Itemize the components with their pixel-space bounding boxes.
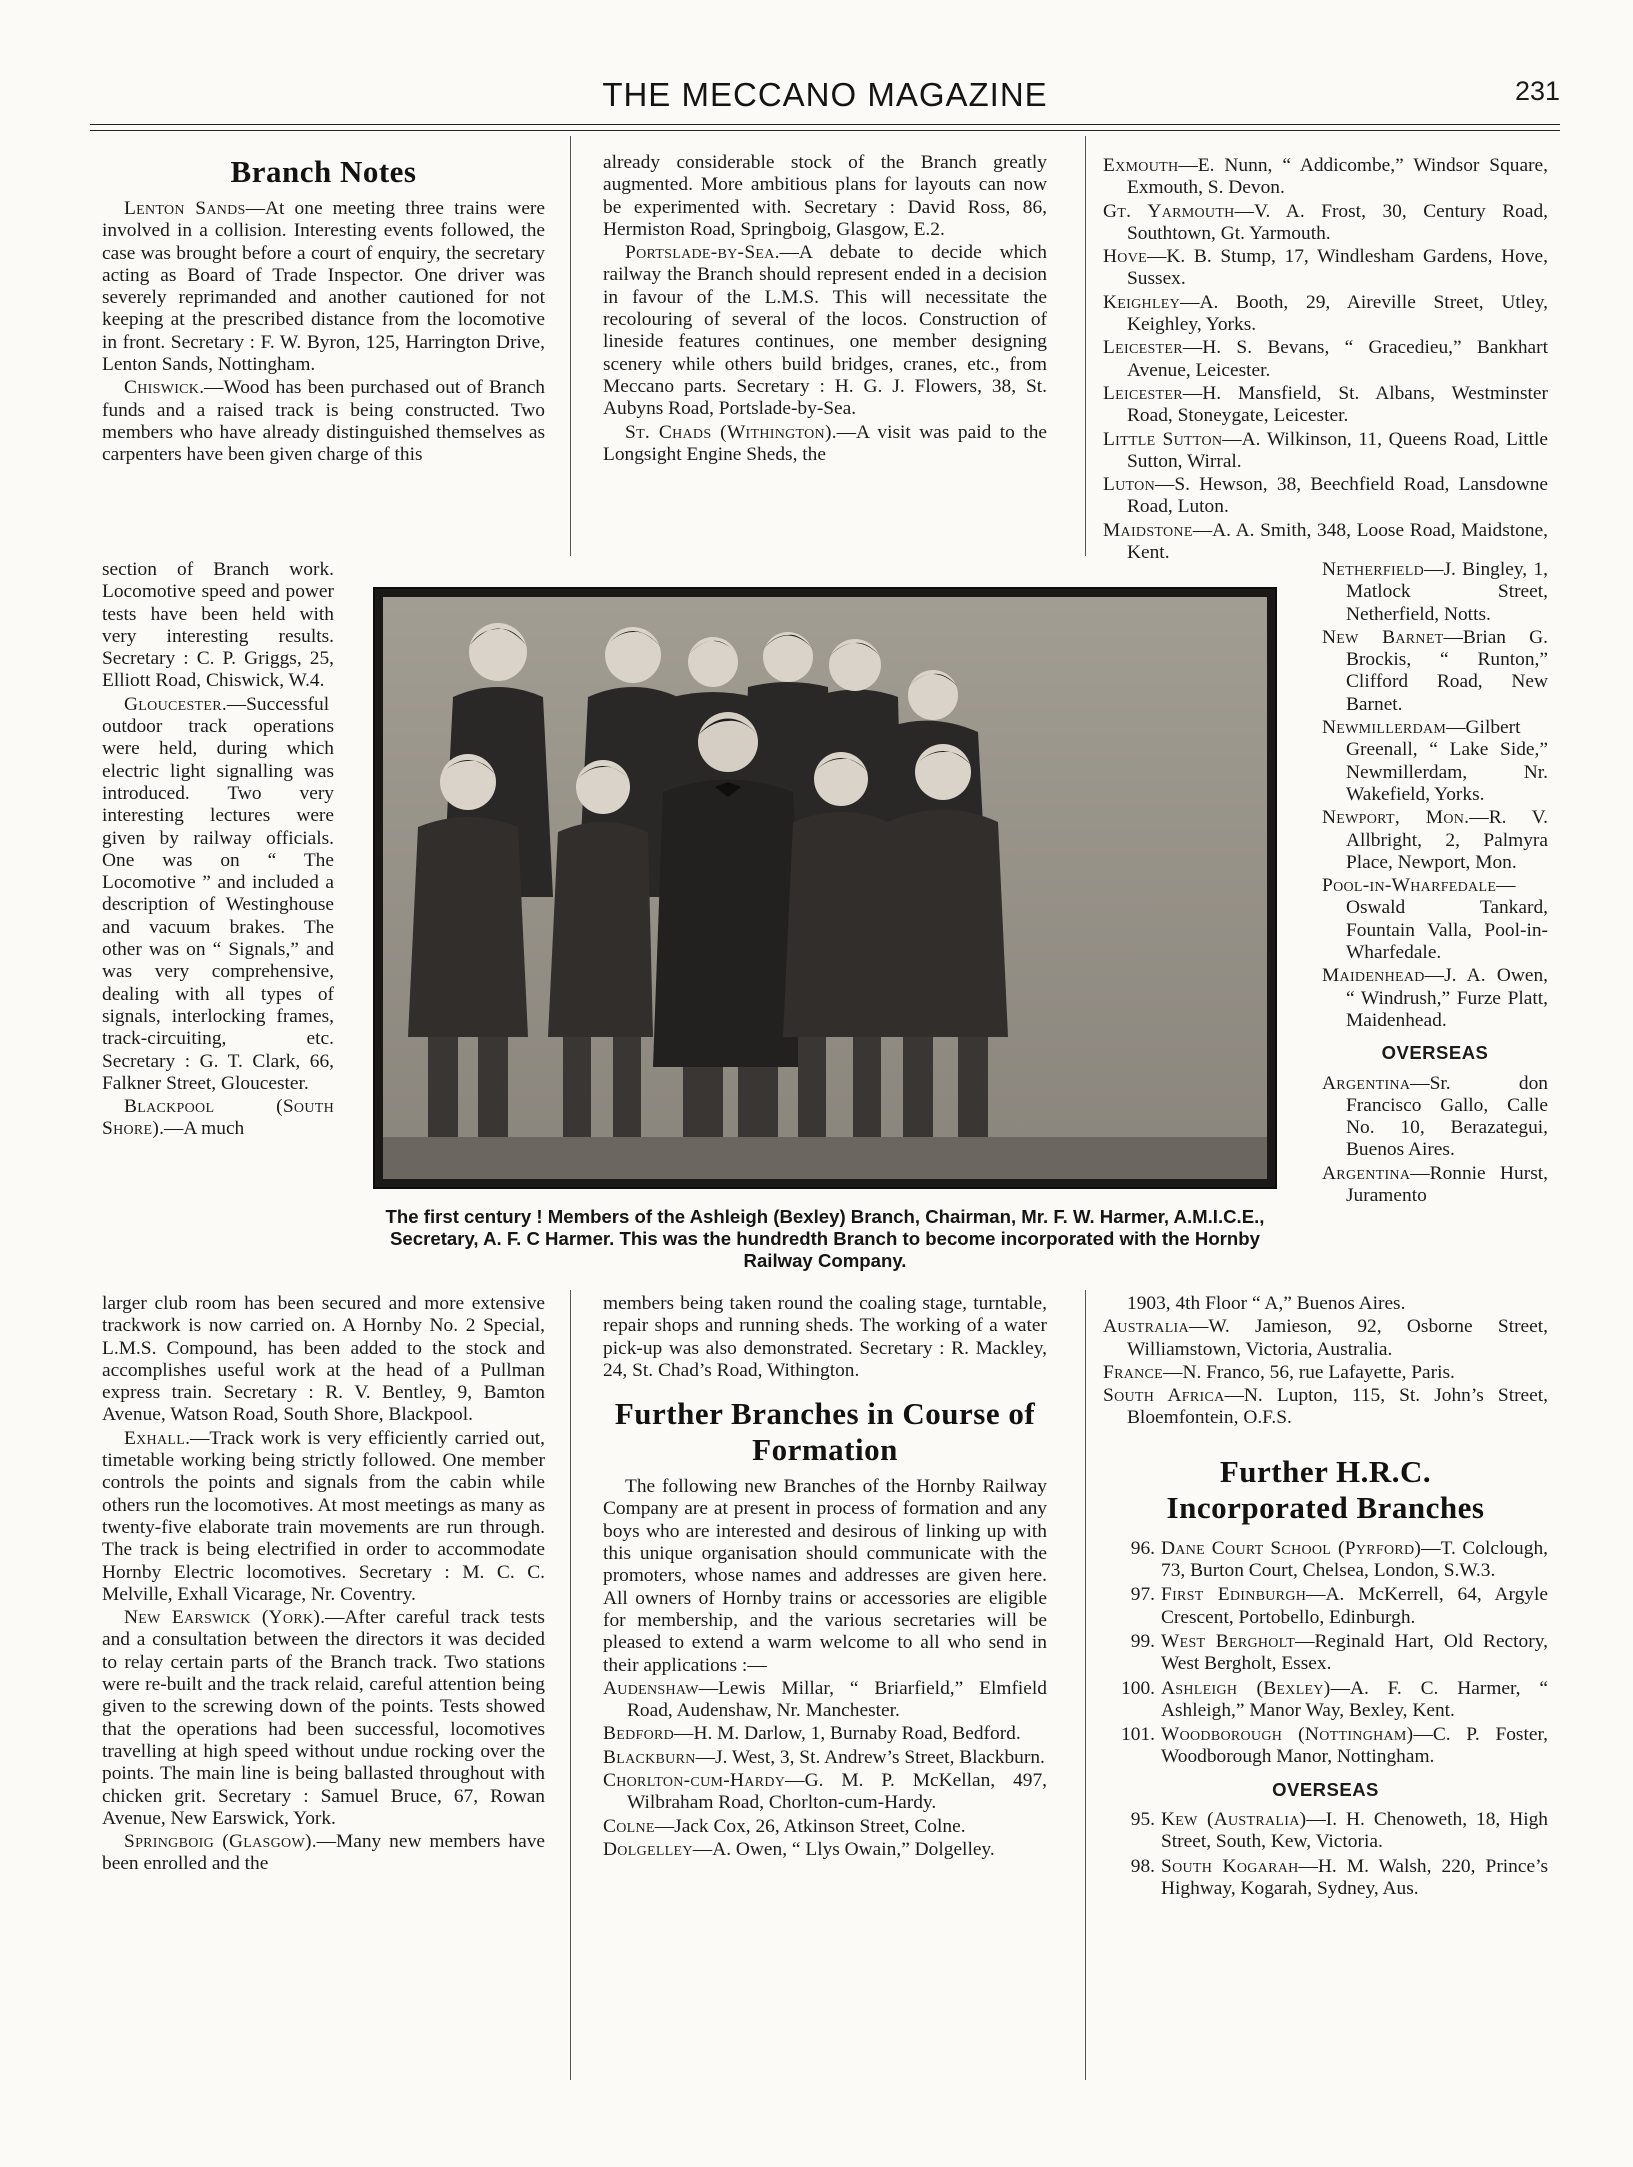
header-rule-top bbox=[90, 124, 1560, 125]
place-name: West Bergholt bbox=[1161, 1630, 1296, 1652]
hrc-overseas-heading: OVERSEAS bbox=[1272, 1778, 1379, 1800]
entry-text: —N. Franco, 56, rue Lafayette, Paris. bbox=[1163, 1361, 1455, 1383]
entry-text: —I. H. Chenoweth, 18, High Street, South, Kew, Victoria. bbox=[1161, 1809, 1549, 1853]
entry-text: —Gilbert Greenall, “ Lake Side,” Newmillerdam, Nr. Wakefield, Yorks. bbox=[1346, 717, 1548, 805]
place-name: Blackpool (South Shore) bbox=[102, 1096, 334, 1140]
hrc-number: 95. bbox=[1130, 1809, 1155, 1831]
place-name: Pool-in-Wharfedale bbox=[1322, 875, 1497, 897]
overseas-list bbox=[1322, 1073, 1548, 1208]
column-1-narrow bbox=[102, 559, 334, 1142]
formation-entry bbox=[1103, 520, 1548, 565]
formation-entry bbox=[1322, 559, 1548, 626]
formation-heading: Further Branches in Course of Formation bbox=[614, 1396, 1036, 1468]
column-1-bottom bbox=[102, 1293, 545, 1877]
place-name: Exmouth bbox=[1103, 155, 1179, 176]
formation-entry bbox=[603, 1723, 1047, 1745]
place-name: Portslade-by-Sea bbox=[625, 242, 775, 264]
place-name: Maidenhead bbox=[1322, 965, 1425, 987]
masthead bbox=[90, 76, 1560, 120]
entry-text: —H. M. Darlow, 1, Burnaby Road, Bedford. bbox=[674, 1723, 1021, 1745]
column-2-bottom bbox=[603, 1293, 1047, 1862]
entry-text: —Brian G. Brockis, “ Runton,” Clifford Road, New Barnet. bbox=[1346, 626, 1549, 715]
entry-text: —E. Nunn, “ Addicombe,” Windsor Square, Exmouth, S. Devon. bbox=[1127, 155, 1548, 199]
formation-entry bbox=[1322, 875, 1548, 964]
place-name: Ashleigh (Bexley) bbox=[1161, 1677, 1331, 1699]
formation-entry bbox=[603, 1839, 1047, 1861]
hrc-number: 101. bbox=[1121, 1724, 1155, 1746]
entry-text: —A. A. Smith, 348, Loose Road, Maidstone, Kent. bbox=[1127, 519, 1548, 564]
entry-text: —A. Owen, “ Llys Owain,” Dolgelley. bbox=[692, 1838, 995, 1860]
column-divider bbox=[570, 136, 571, 556]
hrc-heading-line2: Incorporated Branches bbox=[1166, 1489, 1485, 1525]
branch-note-paragraph bbox=[603, 242, 1047, 420]
place-name: Newport, Mon. bbox=[1322, 807, 1470, 829]
column-divider bbox=[1085, 136, 1086, 556]
hrc-overseas-list bbox=[1103, 1809, 1548, 1900]
overseas-entry bbox=[1103, 1293, 1548, 1315]
overseas-entry bbox=[1103, 1362, 1548, 1384]
formation-entry bbox=[603, 1747, 1047, 1769]
entry-text: already considerable stock of the Branch greatly augmented. More ambitious plans for layouts can now be experimented with. Secretary : David Ross, 86, Hermiston Road, Springboig, Glasgow, E.2. bbox=[603, 152, 1047, 240]
formation-entry bbox=[1322, 717, 1548, 806]
place-name: Maidstone bbox=[1103, 519, 1193, 541]
hrc-number: 99. bbox=[1130, 1630, 1155, 1652]
entry-text: —Jack Cox, 26, Atkinson Street, Colne. bbox=[654, 1815, 966, 1837]
entry-text: —Oswald Tankard, Fountain Valla, Pool-in-Wharfedale. bbox=[1346, 875, 1548, 964]
overseas-entry bbox=[1103, 1316, 1548, 1361]
entry-text: —J. Bingley, 1, Matlock Street, Netherfield, Notts. bbox=[1346, 559, 1548, 625]
entry-text: —V. A. Frost, 30, Century Road, Southtown, Gt. Yarmouth. bbox=[1127, 200, 1548, 244]
entry-text: .—A much bbox=[159, 1118, 245, 1140]
place-name: Argentina bbox=[1322, 1162, 1411, 1184]
place-name: Lenton Sands bbox=[124, 198, 246, 219]
branch-note-paragraph bbox=[102, 198, 545, 376]
formation-entry bbox=[1103, 474, 1548, 519]
group-photo-image bbox=[383, 597, 1267, 1179]
header-rule-bottom bbox=[90, 130, 1560, 131]
place-name: Kew (Australia) bbox=[1161, 1809, 1307, 1831]
column-divider bbox=[570, 1290, 571, 2080]
branch-note-paragraph bbox=[102, 1428, 545, 1606]
branch-note-paragraph bbox=[603, 152, 1047, 241]
branch-notes-list bbox=[102, 198, 545, 467]
branch-note-paragraph bbox=[102, 1293, 545, 1427]
place-name: Keighley bbox=[1103, 291, 1181, 313]
overseas-entry bbox=[1322, 1163, 1548, 1208]
place-name: Hove bbox=[1103, 246, 1147, 268]
entry-text: section of Branch work. Locomotive speed and power tests have been held with very interesting results. Secretary : C. P. Griggs, 25, Elliott Road, Chiswick, W.4. bbox=[102, 559, 334, 692]
branch-note-paragraph bbox=[102, 377, 545, 466]
entry-text: —Reginald Hart, Old Rectory, West Bergholt, Essex. bbox=[1161, 1630, 1548, 1675]
entry-text: —A. Booth, 29, Aireville Street, Utley, Keighley, Yorks. bbox=[1127, 291, 1548, 336]
entry-text: —S. Hewson, 38, Beechfield Road, Lansdowne Road, Luton. bbox=[1127, 474, 1548, 518]
column-1-top bbox=[102, 150, 545, 468]
hrc-list bbox=[1103, 1538, 1548, 1769]
place-name: Blackburn bbox=[603, 1746, 696, 1768]
place-name: Chorlton-cum-Hardy bbox=[603, 1770, 786, 1792]
hrc-entry bbox=[1103, 1631, 1548, 1676]
entry-text: —K. B. Stump, 17, Windlesham Gardens, Hove, Sussex. bbox=[1127, 246, 1548, 290]
formation-entry bbox=[603, 1678, 1047, 1723]
formation-entry bbox=[1103, 201, 1548, 246]
branch-note-paragraph bbox=[102, 1607, 545, 1830]
formation-entry bbox=[603, 1816, 1047, 1838]
place-name: New Barnet bbox=[1322, 626, 1444, 648]
place-name: Audenshaw bbox=[603, 1677, 699, 1699]
overseas-entry bbox=[1103, 1385, 1548, 1430]
place-name: Argentina bbox=[1322, 1072, 1411, 1094]
branch-notes-list bbox=[102, 1293, 545, 1876]
place-name: South Africa bbox=[1103, 1385, 1225, 1407]
branch-note-paragraph bbox=[102, 1831, 545, 1876]
hrc-entry bbox=[1103, 1584, 1548, 1629]
hrc-entry bbox=[1103, 1724, 1548, 1769]
overseas-entry bbox=[1322, 1073, 1548, 1162]
formation-entry bbox=[1103, 155, 1548, 200]
branch-note-paragraph bbox=[102, 694, 334, 1095]
place-name: Colne bbox=[603, 1815, 655, 1837]
entry-text: .—A debate to decide which railway the Branch should represent ended in a decision in favour of the L.M.S. This will necessitate the recolouring of several of the locos. Construction of lineside features continues, one member designing scenery while others build bridges, cranes, etc., from Meccano parts. Secretary : H. G. J. Flowers, 38, St. Aubyns Road, Portslade-by-Sea. bbox=[603, 242, 1047, 420]
entry-text: —G. M. P. McKellan, 497, Wilbraham Road, Chorlton-cum-Hardy. bbox=[627, 1770, 1047, 1814]
branch-note-paragraph: members being taken round the coaling stage, turntable, repair shops and running sheds. The working of a water pick-up was also demonstrated. Secretary : R. Mackley, 24, St. Chad’s Road, Withington. bbox=[603, 1293, 1047, 1381]
entry-text: —N. Lupton, 115, St. John’s Street, Bloemfontein, O.F.S. bbox=[1127, 1385, 1548, 1429]
hrc-number: 98. bbox=[1130, 1855, 1155, 1877]
place-name: First Edinburgh bbox=[1161, 1584, 1307, 1606]
branch-note-paragraph bbox=[603, 422, 1047, 467]
formation-entry bbox=[603, 1770, 1047, 1815]
entry-text: .—Wood has been purchased out of Branch funds and a raised track is being constructed. Two members who have already distinguished themselves as carpenters have been given charge of this bbox=[102, 377, 545, 466]
entry-text: —Lewis Millar, “ Briarfield,” Elmfield Road, Audenshaw, Nr. Manchester. bbox=[627, 1677, 1047, 1722]
place-name: New Earswick (York) bbox=[124, 1607, 321, 1629]
place-name: South Kogarah bbox=[1161, 1855, 1299, 1877]
column-2-top bbox=[603, 152, 1047, 467]
hrc-entry bbox=[1103, 1678, 1548, 1723]
place-name: St. Chads (Withington) bbox=[625, 421, 832, 443]
hrc-number: 96. bbox=[1130, 1537, 1155, 1559]
place-name: Chiswick bbox=[124, 377, 200, 399]
formation-entry bbox=[1103, 246, 1548, 291]
overseas-heading: OVERSEAS bbox=[1381, 1042, 1489, 1064]
place-name: Springboig (Glasgow) bbox=[124, 1831, 312, 1853]
entry-text: —H. S. Bevans, “ Gracedieu,” Bankhart Avenue, Leicester. bbox=[1127, 337, 1548, 381]
place-name: Luton bbox=[1103, 474, 1155, 496]
page-number: 231 bbox=[1514, 76, 1560, 106]
entry-text: —Ronnie Hurst, Juramento bbox=[1346, 1162, 1548, 1207]
place-name: Leicester bbox=[1103, 382, 1183, 404]
magazine-title: THE MECCANO MAGAZINE bbox=[602, 76, 1048, 113]
branch-note-paragraph bbox=[102, 559, 334, 693]
entry-text: —A. Wilkinson, 11, Queens Road, Little Sutton, Wirral. bbox=[1127, 428, 1548, 472]
overseas-list bbox=[1103, 1293, 1548, 1430]
formation-entry bbox=[1322, 965, 1548, 1032]
place-name: Exhall bbox=[124, 1427, 186, 1449]
entry-text: .—Many new members have been enrolled and the bbox=[102, 1831, 545, 1875]
place-name: Bedford bbox=[603, 1723, 675, 1745]
entry-text: —H. M. Walsh, 220, Prince’s Highway, Kogarah, Sydney, Aus. bbox=[1161, 1855, 1548, 1899]
entry-text: —A. F. C. Harmer, “ Ashleigh,” Manor Way, Bexley, Kent. bbox=[1161, 1677, 1548, 1721]
hrc-number: 97. bbox=[1130, 1584, 1155, 1606]
formation-intro: The following new Branches of the Hornby Railway Company are at present in process of formation and any boys who are interested and desirous of linking up with this unique organisation should communicate with the promoters, whose names and addresses are given here. All owners of Hornby trains or accessories are eligible for membership, and the various secretaries will be pleased to extend a warm welcome to all who send in their applications :— bbox=[603, 1476, 1047, 1676]
place-name: Dane Court School (Pyrford) bbox=[1161, 1537, 1422, 1559]
entry-text: .—Successful outdoor track operations were held, during which electric light signalling was introduced. Two very interesting lectures were given by railway officials. One was on “ The Locomotive ” and included a description of Westinghouse and vacuum brakes. The other was on “ Signals,” and was very comprehensive, dealing with all types of signals, interlocking frames, track-circuiting, etc. Secretary : G. T. Clark, 66, Falkner Street, Gloucester. bbox=[102, 693, 334, 1094]
formation-entry bbox=[1103, 292, 1548, 337]
entry-text: .—Track work is very efficiently carried out, timetable working being strictly followed. One member controls the points and signals from the cabin while others run the locomotives. At most meetings as many as twenty-five elaborate train movements are run through. The track is being electrified in order to accommodate Hornby Electric locomotives. Secretary : M. C. C. Melville, Exhall Vicarage, Nr. Coventry. bbox=[102, 1427, 545, 1605]
column-3-bottom bbox=[1103, 1293, 1548, 1902]
hrc-number: 100. bbox=[1121, 1677, 1155, 1699]
branch-notes-heading: Branch Notes bbox=[230, 154, 417, 189]
hrc-heading-line1: Further H.R.C. bbox=[1219, 1453, 1432, 1489]
entry-text: .—A visit was paid to the Longsight Engine Sheds, the bbox=[603, 421, 1047, 465]
formation-entry bbox=[1103, 429, 1548, 474]
column-3-top bbox=[1103, 155, 1548, 565]
formation-list bbox=[1103, 155, 1548, 564]
formation-entry bbox=[1103, 337, 1548, 382]
hrc-entry bbox=[1103, 1856, 1548, 1901]
place-name: Australia bbox=[1103, 1316, 1189, 1338]
place-name: Leicester bbox=[1103, 337, 1183, 359]
place-name: Gt. Yarmouth bbox=[1103, 200, 1235, 222]
column-divider bbox=[1085, 1290, 1086, 2080]
hrc-entry bbox=[1103, 1809, 1548, 1854]
place-name: Newmillerdam bbox=[1322, 717, 1447, 739]
formation-list bbox=[603, 1678, 1047, 1861]
column-3-narrow bbox=[1322, 559, 1548, 1208]
entry-text: —At one meeting three trains were involved in a collision. Interesting events followed, the case was brought before a court of enquiry, the secretary acting as Board of Trade Inspector. One driver was severely reprimanded and another cautioned for not keeping at the prescribed distance from the locomotive in front. Secretary : F. W. Byron, 125, Harrington Drive, Lenton Sands, Nottingham. bbox=[102, 198, 545, 376]
branch-notes-list bbox=[102, 559, 334, 1141]
entry-text: 1903, 4th Floor “ A,” Buenos Aires. bbox=[1127, 1293, 1406, 1314]
entry-text: —J. A. Owen, “ Windrush,” Furze Platt, Maidenhead. bbox=[1346, 965, 1548, 1031]
entry-text: —W. Jamieson, 92, Osborne Street, Williamstown, Victoria, Australia. bbox=[1127, 1316, 1548, 1360]
formation-entry bbox=[1322, 807, 1548, 874]
branch-note-paragraph bbox=[102, 1096, 334, 1141]
formation-list bbox=[1322, 559, 1548, 1032]
entry-text: larger club room has been secured and more extensive trackwork is now carried on. A Hornby No. 2 Special, L.M.S. Compound, has been added to the stock and accomplishes useful work at the head of a Pullman express train. Secretary : R. V. Bentley, 9, Bamton Avenue, Watson Road, South Shore, Blackpool. bbox=[102, 1293, 545, 1426]
place-name: Dolgelley bbox=[603, 1838, 693, 1860]
place-name: France bbox=[1103, 1361, 1164, 1383]
place-name: Woodborough (Nottingham) bbox=[1161, 1724, 1414, 1746]
hrc-entry bbox=[1103, 1538, 1548, 1583]
place-name: Netherfield bbox=[1322, 559, 1425, 580]
entry-text: .—After careful track tests and a consultation between the directors it was decided to relay certain parts of the Branch track. Two stations were re-built and the track relaid, careful attention being given to the screwing down of the points. Tests showed that the operations had been successful, locomotives travelling at high speed without undue rocking over the points. The main line is being ballasted throughout with chicken grit. Secretary : Samuel Bruce, 67, Rowan Avenue, New Earswick, York. bbox=[102, 1607, 545, 1829]
entry-text: —Sr. don Francisco Gallo, Calle No. 10, Berazategui, Buenos Aires. bbox=[1346, 1072, 1548, 1161]
place-name: Little Sutton bbox=[1103, 428, 1223, 450]
entry-text: —H. Mansfield, St. Albans, Westminster Road, Stoneygate, Leicester. bbox=[1127, 382, 1548, 427]
entry-text: —J. West, 3, St. Andrew’s Street, Blackburn. bbox=[695, 1746, 1045, 1768]
formation-entry bbox=[1103, 383, 1548, 428]
entry-text: —R. V. Allbright, 2, Palmyra Place, Newport, Mon. bbox=[1346, 807, 1548, 873]
entry-text: —T. Colclough, 73, Burton Court, Chelsea, London, S.W.3. bbox=[1161, 1537, 1548, 1582]
branch-notes-list bbox=[603, 152, 1047, 466]
formation-entry bbox=[1322, 627, 1548, 716]
group-photograph bbox=[373, 587, 1277, 1189]
entry-text: —A. McKerrell, 64, Argyle Crescent, Portobello, Edinburgh. bbox=[1161, 1584, 1548, 1628]
photo-caption: The first century ! Members of the Ashleigh (Bexley) Branch, Chairman, Mr. F. W. Harmer, A.M.I.C.E., Secretary, A. F. C Harmer. This was the hundredth Branch to become incorporated with the Hornby Railway Company. bbox=[385, 1206, 1265, 1271]
entry-text: —C. P. Foster, Woodborough Manor, Nottingham. bbox=[1161, 1724, 1549, 1768]
place-name: Gloucester bbox=[124, 693, 222, 715]
